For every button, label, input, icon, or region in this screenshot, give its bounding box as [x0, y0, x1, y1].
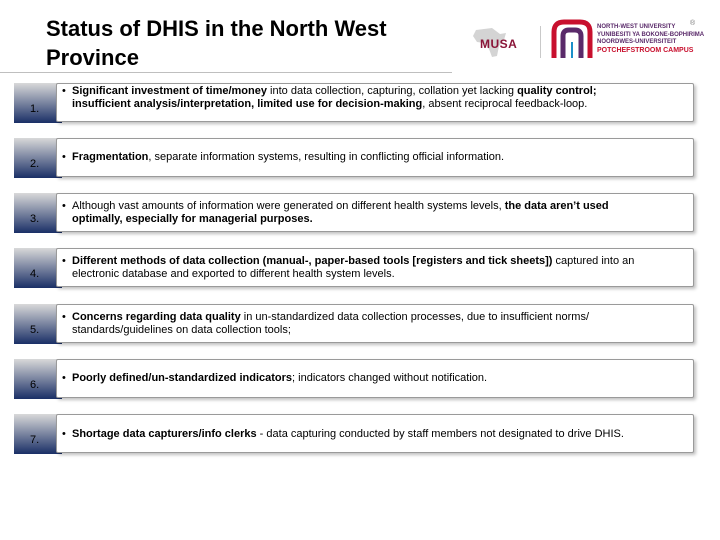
list-item: [0, 304, 720, 348]
item-number: 1.: [30, 103, 40, 115]
list-item: [0, 138, 720, 182]
item-number: 6.: [30, 379, 40, 391]
item-number: 5.: [30, 324, 40, 336]
item-text: • Concerns regarding data quality in un-standardized data collection processes, due to insufficient norms/ standards/guidelines on data collection tools;: [62, 311, 590, 336]
list-item: [0, 414, 720, 458]
item-number: 7.: [30, 434, 40, 446]
page-title: [46, 14, 446, 72]
item-text: • Significant investment of time/money into data collection, capturing, collation yet lacking quality control; insufficient analysis/interpretation, limited use for decision-making, absent reciprocal feedback-loop.: [62, 85, 597, 110]
nwu-name-1: NORTH-WEST UNIVERSITY: [597, 24, 676, 30]
musa-logo-text: MUSA: [480, 37, 518, 51]
item-number: 4.: [30, 268, 40, 280]
list-item: [0, 193, 720, 237]
title-line-1: Status of DHIS in the North West: [46, 16, 387, 41]
nwu-logo-text: [597, 24, 712, 55]
registered-mark: ®: [690, 20, 696, 27]
item-text: • Although vast amounts of information were generated on different health systems levels, the data aren’t used optimally, especially for managerial purposes.: [62, 200, 609, 225]
nwu-name-2: YUNIBESITI YA BOKONE-BOPHIRIMA: [597, 31, 705, 38]
logo-area: [462, 16, 712, 66]
nwu-campus: POTCHEFSTROOM CAMPUS: [597, 46, 694, 54]
item-text: • Shortage data capturers/info clerks - data capturing conducted by staff members not designated to drive DHIS.: [62, 428, 624, 440]
nwu-name-3: NOORDWES-UNIVERSITEIT: [597, 39, 677, 45]
list-item: [0, 359, 720, 403]
item-number: 2.: [30, 158, 40, 170]
list-item: [0, 248, 720, 292]
list-item: [0, 83, 720, 127]
item-text: • Poorly defined/un-standardized indicators; indicators changed without notification.: [62, 372, 488, 384]
nwu-crest-icon: [550, 18, 594, 62]
item-text: • Different methods of data collection (manual-, paper-based tools [registers and tick sheets]) captured into an electronic database and exported to different health system levels.: [62, 255, 635, 280]
item-text: • Fragmentation, separate information systems, resulting in conflicting official information.: [62, 151, 505, 163]
logo-separator: [540, 26, 541, 58]
item-number: 3.: [30, 213, 40, 225]
title-divider: [0, 72, 452, 73]
title-line-2: Province: [46, 45, 139, 70]
